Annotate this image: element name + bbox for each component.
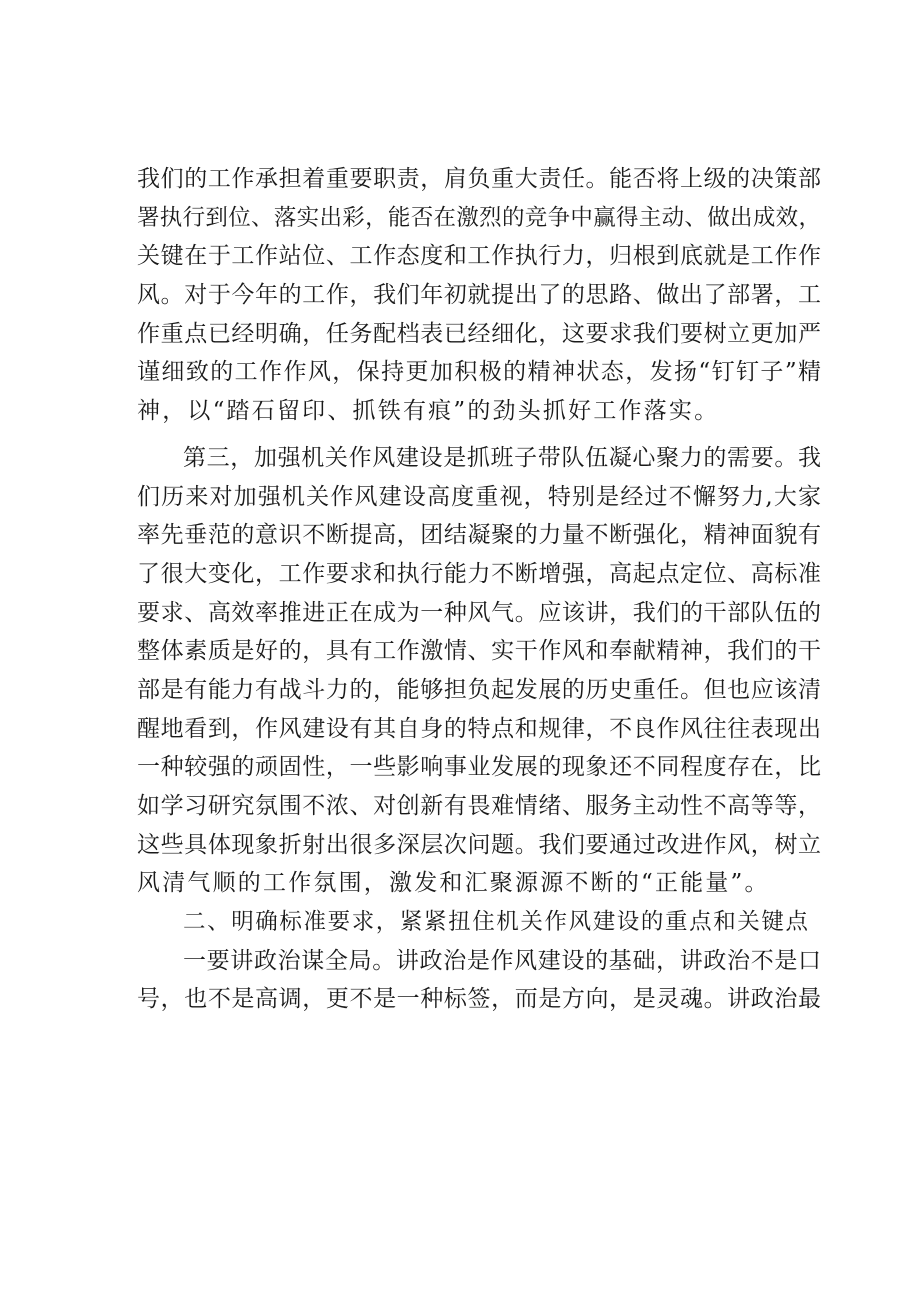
text-line: 了很大变化，工作要求和执行能力不断增强，高起点定位、高标准 [137,560,821,587]
text-line: 我们的工作承担着重要职责，肩负重大责任。能否将上级的决策部 [137,166,821,192]
text-line: 率先垂范的意识不断提高，团结凝聚的力量不断强化，精神面貌有 [137,522,821,549]
text-line: 部是有能力有战斗力的，能够担负起发展的历史重任。但也应该清 [137,676,821,703]
text-line: 神，以“踏石留印、抓铁有痕”的劲头抓好工作落实。 [137,398,720,425]
text-line: 一要讲政治谋全局。讲政治是作风建设的基础，讲政治不是口 [183,947,821,974]
text-line: 风。对于今年的工作，我们年初就提出了的思路、做出了部署，工 [137,282,821,309]
text-line: 这些具体现象折射出很多深层次问题。我们要通过改进作风，树立 [137,831,821,858]
body-paragraph [137,942,821,1019]
text-line: 如学习研究氛围不浓、对创新有畏难情绪、服务主动性不高等等， [137,793,821,819]
section-heading [137,903,821,942]
text-line: 作重点已经明确，任务配档表已经细化，这要求我们要树立更加严 [137,320,821,347]
document-body [137,160,821,1019]
text-line: 谨细致的工作作风，保持更加积极的精神状态，发扬“钉钉子”精 [137,359,821,386]
body-paragraph [137,160,821,431]
text-line: 署执行到位、落实出彩，能否在激烈的竞争中赢得主动、做出成效， [137,204,821,231]
text-line: 整体素质是好的，具有工作激情、实干作风和奉献精神，我们的干 [137,638,821,665]
paragraph-gap [137,431,821,439]
text-line: 们历来对加强机关作风建设高度重视，特别是经过不懈努力,大家 [137,483,821,510]
body-paragraph [137,439,821,903]
text-line: 关键在于工作站位、工作态度和工作执行力，归根到底就是工作作 [137,243,821,270]
text-line: 醒地看到，作风建设有其自身的特点和规律，不良作风往往表现出 [137,715,821,742]
heading-text: 二、明确标准要求，紧紧扭住机关作风建设的重点和关键点 [183,909,810,936]
text-line: 风清气顺的工作氛围，激发和汇聚源源不断的“正能量”。 [137,870,770,897]
text-line: 第三，加强机关作风建设是抓班子带队伍凝心聚力的需要。我 [183,444,821,471]
text-line: 一种较强的顽固性，一些影响事业发展的现象还不同程度存在，比 [137,754,821,781]
text-line: 号，也不是高调，更不是一种标签，而是方向，是灵魂。讲政治最 [137,986,821,1013]
text-line: 要求、高效率推进正在成为一种风气。应该讲，我们的干部队伍的 [137,599,821,626]
